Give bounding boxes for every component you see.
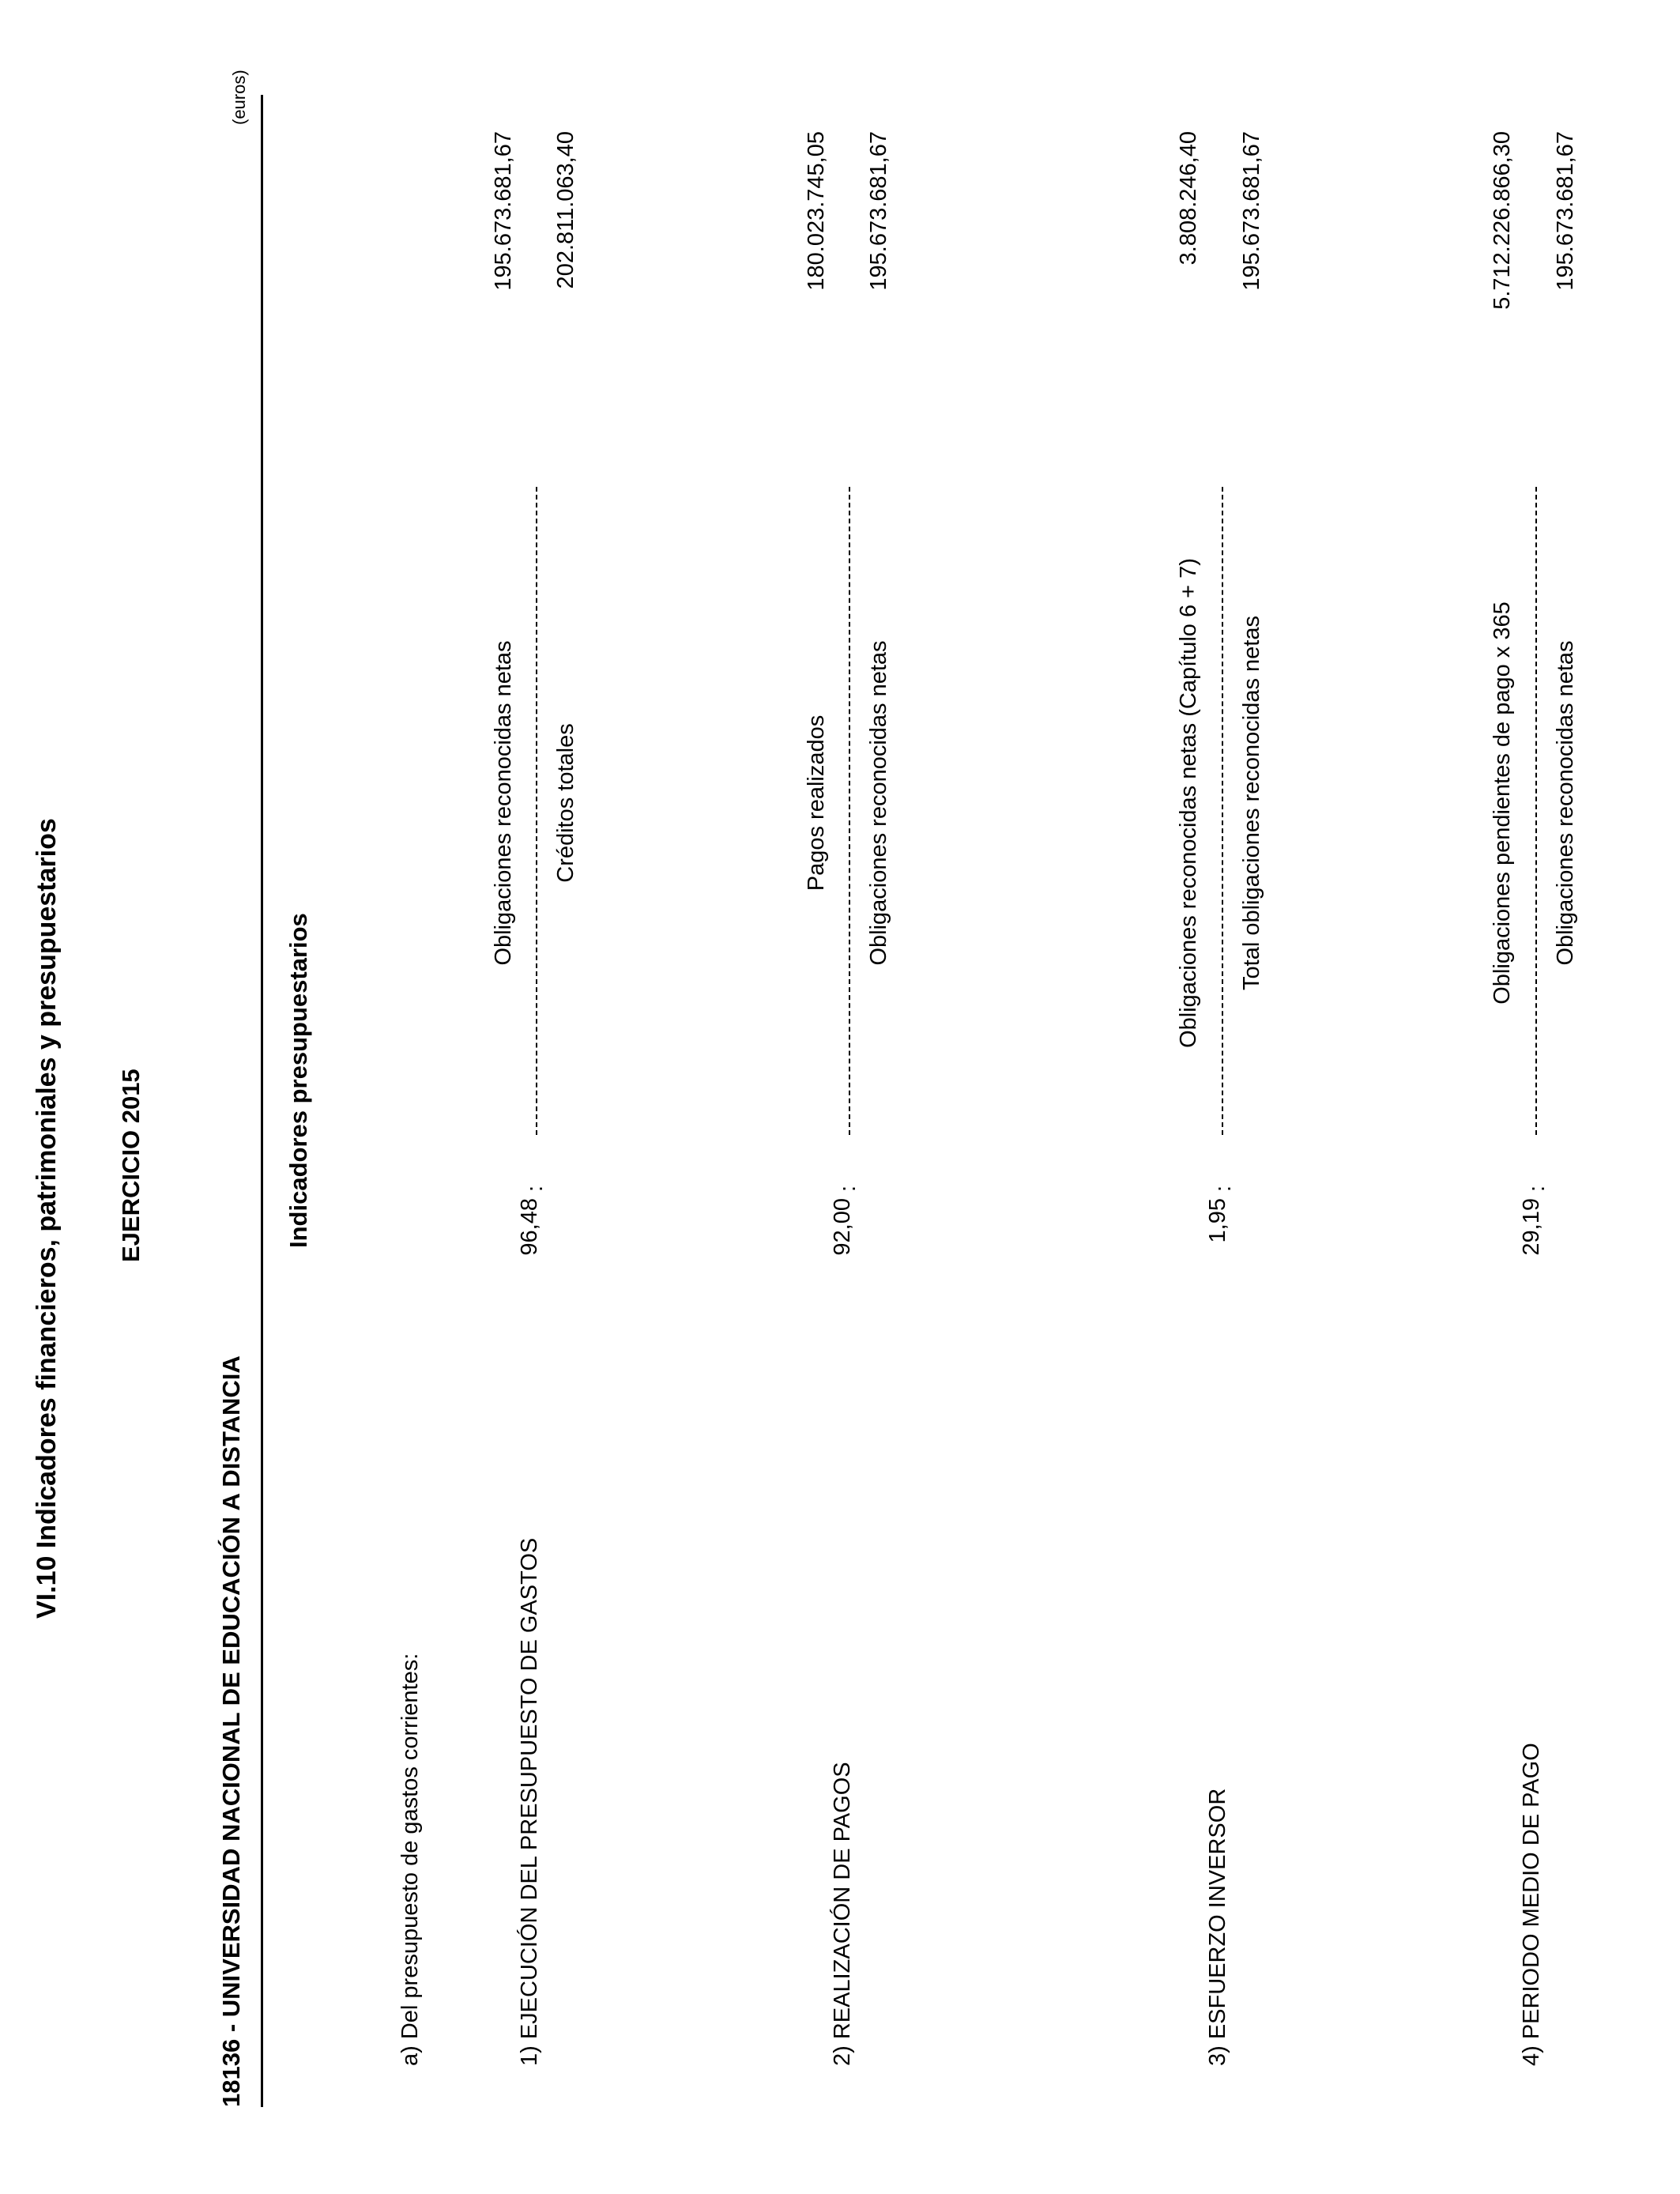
denominator-value: 195.673.681,67 — [866, 131, 891, 291]
section-title: Indicadores presupuestarios — [284, 913, 312, 1248]
numerator-label: Obligaciones reconocidas netas (Capítulo 6 + 7) — [1176, 558, 1201, 1048]
denominator-label: Créditos totales — [553, 723, 578, 883]
indicator-name: 2) REALIZACIÓN DE PAGOS — [830, 1762, 855, 2066]
denominator-value: 195.673.681,67 — [1239, 131, 1264, 291]
header-rule — [261, 95, 263, 2107]
entity-title: 18136 - UNIVERSIDAD NACIONAL DE EDUCACIÓN A DISTANCIA — [217, 1355, 245, 2107]
fraction-line — [1222, 487, 1223, 1135]
numerator-label: Obligaciones pendientes de pago x 365 — [1490, 601, 1515, 1005]
indicator-name: 1) EJECUCIÓN DEL PRESUPUESTO DE GASTOS — [517, 1537, 542, 2066]
numerator-label: Obligaciones reconocidas netas — [491, 640, 516, 966]
numerator-value: 3.808.246,40 — [1176, 131, 1201, 266]
denominator-label: Total obligaciones reconocidas netas — [1239, 616, 1264, 990]
indicator-separator: : — [1211, 1185, 1236, 1192]
indicator-value: 29,19 — [1519, 1198, 1544, 1256]
fraction-line — [849, 487, 850, 1135]
numerator-value: 195.673.681,67 — [491, 131, 516, 291]
subsection-label: a) Del presupuesto de gastos corrientes: — [397, 1653, 423, 2066]
report-title: VI.10 Indicadores financieros, patrimoniales y presupuestarios — [32, 818, 62, 1619]
indicator-value: 1,95 — [1205, 1198, 1230, 1243]
currency-note: (euros) — [229, 70, 249, 125]
exercise-title: EJERCICIO 2015 — [117, 1069, 145, 1262]
denominator-value: 195.673.681,67 — [1553, 131, 1578, 291]
numerator-label: Pagos realizados — [804, 714, 829, 892]
indicator-separator: : — [1524, 1185, 1550, 1192]
indicator-separator: : — [835, 1185, 861, 1192]
indicator-value: 96,48 — [517, 1198, 542, 1256]
indicator-value: 92,00 — [830, 1198, 855, 1256]
denominator-label: Obligaciones reconocidas netas — [1553, 640, 1578, 966]
numerator-value: 180.023.745,05 — [804, 131, 829, 291]
indicator-name: 3) ESFUERZO INVERSOR — [1205, 1788, 1230, 2066]
denominator-value: 202.811.063,40 — [553, 131, 578, 289]
indicator-name: 4) PERIODO MEDIO DE PAGO — [1519, 1743, 1544, 2066]
numerator-value: 5.712.226.866,30 — [1490, 131, 1515, 310]
fraction-line — [1535, 487, 1537, 1135]
denominator-label: Obligaciones reconocidas netas — [866, 640, 891, 966]
fraction-line — [536, 487, 537, 1135]
indicator-separator: : — [522, 1185, 548, 1192]
